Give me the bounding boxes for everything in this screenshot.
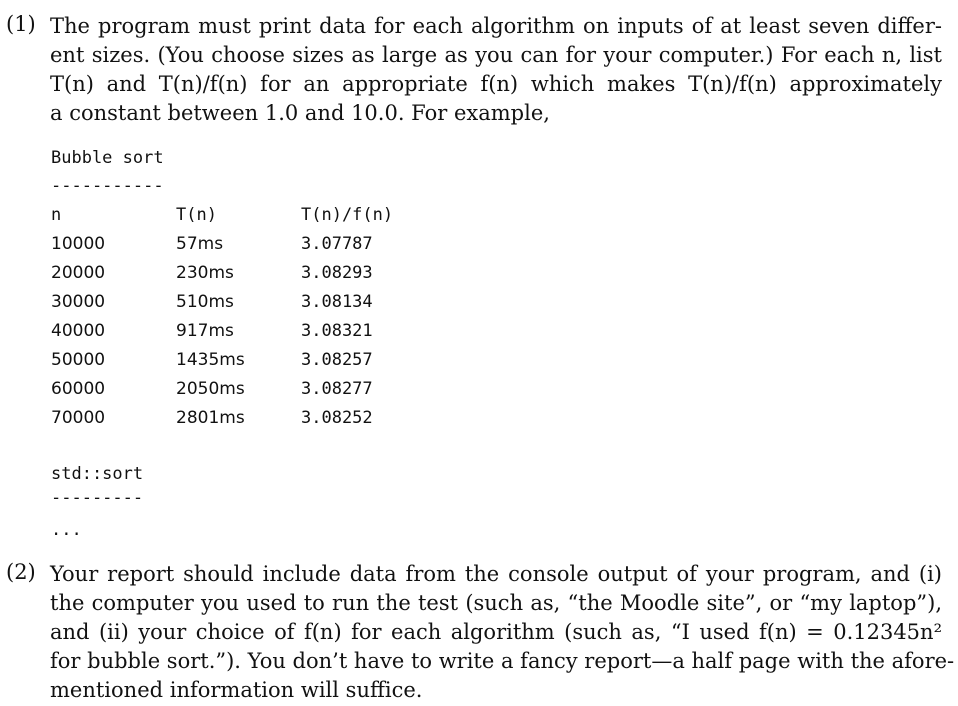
text-line: for bubble sort.”). You don’t have to write a fancy report—a half page with the afore- [50,649,955,673]
table-cell: 20000 [51,263,106,283]
text-line: the computer you used to run the test (such as, “the Moodle site”, or “my laptop”), [50,591,942,615]
table-cell: 3.08252 [301,408,373,428]
item-number: (1) [6,12,36,36]
table-cell: 3.07787 [301,234,373,254]
table-cell: 3.08321 [301,321,373,341]
table-cell: 60000 [51,379,106,399]
table-cell: 10000 [51,234,106,254]
table-cell: 230ms [176,263,234,283]
text-line: T(n) and T(n)/f(n) for an appropriate f(n) which makes T(n)/f(n) approximately [50,72,942,96]
table-cell: 3.08134 [301,292,373,312]
text-line: Your report should include data from the console output of your program, and (i) [50,562,942,586]
text-line: The program must print data for each algorithm on inputs of at least seven differ- [50,14,942,38]
item-1-paragraph [50,12,942,128]
table-cell: 57ms [176,234,224,254]
table-cell: 3.08277 [301,379,373,399]
table-cell: 30000 [51,292,106,312]
table-cell: 50000 [51,350,106,370]
std-sort-title: std::sort [51,464,144,484]
text-line: mentioned information will suffice. [50,678,423,702]
item-number: (2) [6,560,36,584]
bubble-sort-rule: ----------- [51,176,164,196]
column-header: n [51,205,62,225]
text-line: and (ii) your choice of f(n) for each algorithm (such as, “I used f(n) = 0.12345n² [50,620,942,644]
table-cell: 70000 [51,408,106,428]
ellipsis: ... [51,520,82,540]
text-line: ent sizes. (You choose sizes as large as you can for your computer.) For each n, list [50,43,942,67]
table-cell: 3.08257 [301,350,373,370]
column-header: T(n)/f(n) [301,205,394,225]
column-header: T(n) [176,205,217,225]
table-cell: 2801ms [176,408,245,428]
text-line: a constant between 1.0 and 10.0. For example, [50,101,550,125]
table-cell: 3.08293 [301,263,373,283]
bubble-sort-title: Bubble sort [51,148,164,168]
item-2-paragraph [50,560,955,705]
table-cell: 2050ms [176,379,245,399]
table-cell: 917ms [176,321,234,341]
table-cell: 510ms [176,292,234,312]
table-cell: 40000 [51,321,106,341]
table-cell: 1435ms [176,350,245,370]
std-sort-rule: --------- [51,488,144,508]
